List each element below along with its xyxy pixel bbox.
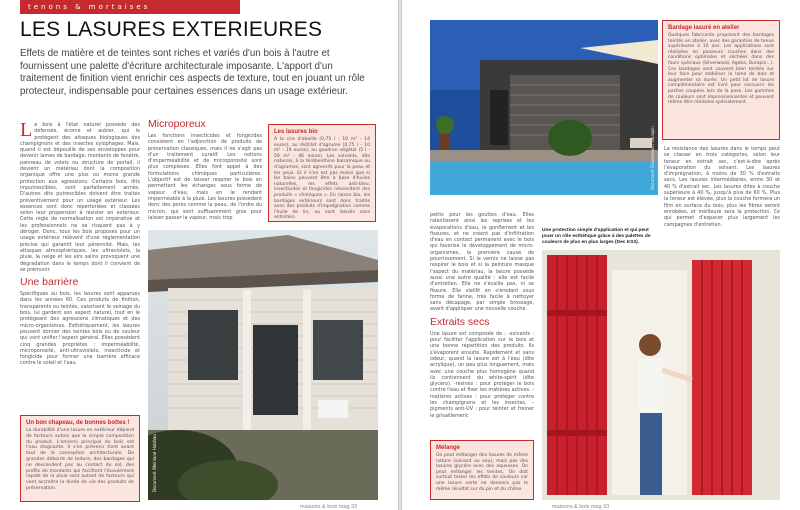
box-melange-title: Mélange: [436, 445, 461, 451]
box-bardage-title: Bardage lasuré en atelier: [668, 25, 740, 31]
subheading-barriere: Une barrière: [20, 276, 79, 289]
left-page: [0, 0, 398, 510]
house-photo: [148, 230, 378, 500]
microporeux-paragraph: Les fonctions insecticides et fongicides consistent en l'adjonction de produits de préservation classiques, mais il ne s'agit pas d'un traitement curatif. Les notions d'imperméabilité et de microporosité sont plus complexes. Elles font appel à des formulations chimiques particulières. L'objectif est de laisser respirer le bois en permettant les échanges sous forme de vapeur d'eau, mais en le rendant imperméable à la pluie. Les lasures possèdent donc des pores comme la peau, de l'ordre du micron, qui sont suffisamment gros pour laisser passer la vapeur, mais trop: [148, 133, 262, 221]
column-right: [664, 146, 780, 228]
pool-photo: [430, 20, 658, 195]
box-bio-title: Les lasures bio: [274, 129, 318, 135]
photo-credit-right: Document Silverwood / Durapin: [650, 126, 655, 190]
extraits-paragraph: Une lasure est composée de : -solvants : pour faciliter l'application sur le bois et une bonne répartition des produits. Ils s'évaporent ensuite. Rapidement et sans odeur, quand la lasure est à l'eau (dite acrylique), un peu plus longuement, mais avec une couche plus homogène quand ils contiennent du white-spirit (dite glycéro). -résines : pour protéger le bois contre l'eau et fixer les matières actives. -matières actives : pour protéger contre les champignons et les insectes. -pigments anti-UV : pour teinter et freiner le grisaillement.: [430, 330, 534, 419]
article-intro: Effets de matière et de teintes sont riches et variés d'un bois à l'autre et fournissent une palette d'écriture architecturale imposante. L'apport d'un traitement de finition vient enrichir ces aspects de texture, tout en jouant un rôle protecteur, indispensable pour certaines essences dans un usage extérieur.: [20, 48, 365, 97]
rubric-banner: tenons & mortaises: [20, 0, 240, 14]
box-lasures-bio: [268, 124, 376, 222]
folio-right: maisons & bois mag 33: [552, 504, 610, 510]
house-illustration: [148, 230, 378, 500]
barriere-paragraph: Spécifiques au bois, les lasures sont apparues dans les années 60. Ces produits de finition, transparents ou teintés, valorisent le veinage du bois, lui gardent son aspect naturel, tout en le protégeant des agressions climatiques et des micro-organismes. Esthétiquement, les lasures peuvent donner des teintes bois ou de couleur qui vont unifier l'aspect général. Elles possèdent cinq grandes propriétés : imperméabilité, microporosité, anti-ultraviolets, insecticide et fongicide pour former une barrière efficace contre le soleil et l'eau.: [20, 291, 140, 367]
box-melange-text: On peut mélanger des lasures de même nature (solvant ou eau), mais pas des lasures glycéro avec des aqueuses. On peut mélanger les teintes. On doit surtout tester les effets de couleurs car une lasure verte ne donnera pas le même résultat sur du pin et du chêne.: [436, 453, 528, 492]
column-2: [148, 118, 262, 221]
article-title: LES LASURES EXTERIEURES: [20, 18, 323, 41]
box-bardage-text: Quelques fabricants proposent des bardages teintés en atelier, avec des garanties de tenue supérieures à 10 ans. Les applications sont réalisées en plusieurs couches dans des conditions optimales et séchées dans des fours spéciaux (Silverwood, Ageka, Durapin...). Ces bardages sont souvent bien teintés sur leur face pour stabiliser la lame de bois et augmenter sa durée. Un petit lot de lasure complémentaire est livré pour recouvrir les parties coupées lors de la pose. Les gammes de couleurs sont impressionnantes et peuvent même être réalisées spécialement.: [668, 33, 774, 106]
drop-cap: L: [20, 119, 33, 141]
shutter-illustration: [542, 250, 780, 500]
col1-text: e bois à l'état naturel possède des défenses, écorce et aubier, qui le protègent des attaques biologiques des champignons et des insectes xylophages. Mais, quand il est dépouillé de ses enveloppes pour devenir lames de bardage, montants de fenêtre, panneau de volets ou structure de portail, il devient un matériau dont la composition organique offre une plus ou moins grande protection aux agressions. Certains bois, dits imputrescibles, sont parfaitement armés. D'autres dits putrescibles doivent être traités préventivement pour un usage extérieur. Les essences sont donc répertoriées et classées selon leur propension à résister en extérieur. Cette règle de normalisation est impérative et les professionnels ne se risquent pas à y déroger. Donc, tous les bois proposés pour un usage extérieur relèvent d'une réglementation précise qui garantit leur pérennité. Mais, les attaques atmosphériques, les ultraviolets, la pluie, la neige et les airs salins provoquent une dégradation dans le temps dont il convient de se prémunir.: [20, 122, 140, 273]
box-bio-text: À la cire d'abeille (0,75 l - 10 m² - 14 euros), au distillat d'agrume (0,75 l - 10 m² - 19 euros), au goudron végétal (5 l - 50 m² - 46 euros). Les solvants, dits naturels, à la térébenthine balsamique ou d'agrumes, sont agressifs pour la peau et les yeux. Et il n'en est pas moins que si les bains peuvent être à base d'huiles naturelles, les effets anti-bleu, insecticides et fongicides nécessitent des produits « chimiques ». En raison bio, les bardages extérieurs sont donc traités avec des produits d'imprégnation comme l'huile de lin, ou sont laissés sans entretien.: [274, 137, 370, 221]
photo-credit-left: Document Weinland Holzbau: [152, 434, 157, 492]
right-page: [402, 0, 800, 510]
box-bardage: [662, 20, 780, 140]
box-chapeau-title: Un bon chapeau, de bonnes bottes !: [26, 420, 130, 426]
box-chapeau: [20, 415, 140, 502]
column-center: [430, 212, 534, 419]
subheading-microporeux: Microporeux: [148, 118, 206, 130]
box-chapeau-text: La durabilité d'une lasure en extérieur dépend de facteurs autres que la simple composition du produit. L'ennemi principal du bois est l'eau stagnante. Il s'en prévenir tient avant tout de la conception architecturale. De grandes débords de toiture, des bardages qui ne descendent pas au contact du sol, des profils de montants qui facilitent l'écoulement rapide de la pluie sont autant de facteurs qui vont accroître la durée de vie des produits de préservation.: [26, 428, 134, 491]
box-melange: [430, 440, 534, 500]
right-col-paragraph: La résistance des lasures dans le temps peut se classer en trois catégories, selon leur teneur en extrait sec, c'est-à-dire après l'évaporation du solvant. Les lasures d'imprégnation, à moins de 30 % d'extraits secs. Les lasures intermédiaires, entre 30 et 40 % d'extrait sec. Les lasures dites à couche supérieure à 40 %, jusqu'à plus de 60 %. Plus la teneur est élevée, plus la couche formera un film en surface du bois, plus les fibres seront enrobées, et meilleure sera la protection. Ce qui permet d'espacer plus largement les campagnes d'entretien.: [664, 146, 780, 228]
col1-paragraph: [20, 119, 140, 273]
column-1: [20, 119, 140, 367]
shutter-photo: [542, 250, 780, 500]
pool-illustration: [430, 20, 658, 195]
subheading-extraits: Extraits secs: [430, 315, 490, 328]
center-paragraph: petits pour les gouttes d'eau. Elles ralentissent ainsi les reprises et les évaporations d'eau, le gonflement et les fissures, et ne créent pas d'infiltration d'eau en contact permanent avec le bois qui favorise le développement de micro-organismes, la première cause de pourrissement. Si le vernis ne laisse pas respirer le bois et si la peinture masque l'aspect du matériau, la lasure possède aussi une autre qualité : elle est facile d'entretien. Elle ne s'écaille pas, ni se fissure. Elle vieillit en s'érodant sous forme de farine, très facile à nettoyer sans décapage, par simple brossage, avant d'appliquer une nouvelle couche.: [430, 212, 534, 313]
photo-caption: Une protection simple d'application et qui peut jouer un rôle esthétique grâce à des palettes de couleurs de plus en plus larges (Dec KS3).: [542, 228, 651, 245]
folio-left: maisons & bois mag 33: [300, 504, 358, 510]
